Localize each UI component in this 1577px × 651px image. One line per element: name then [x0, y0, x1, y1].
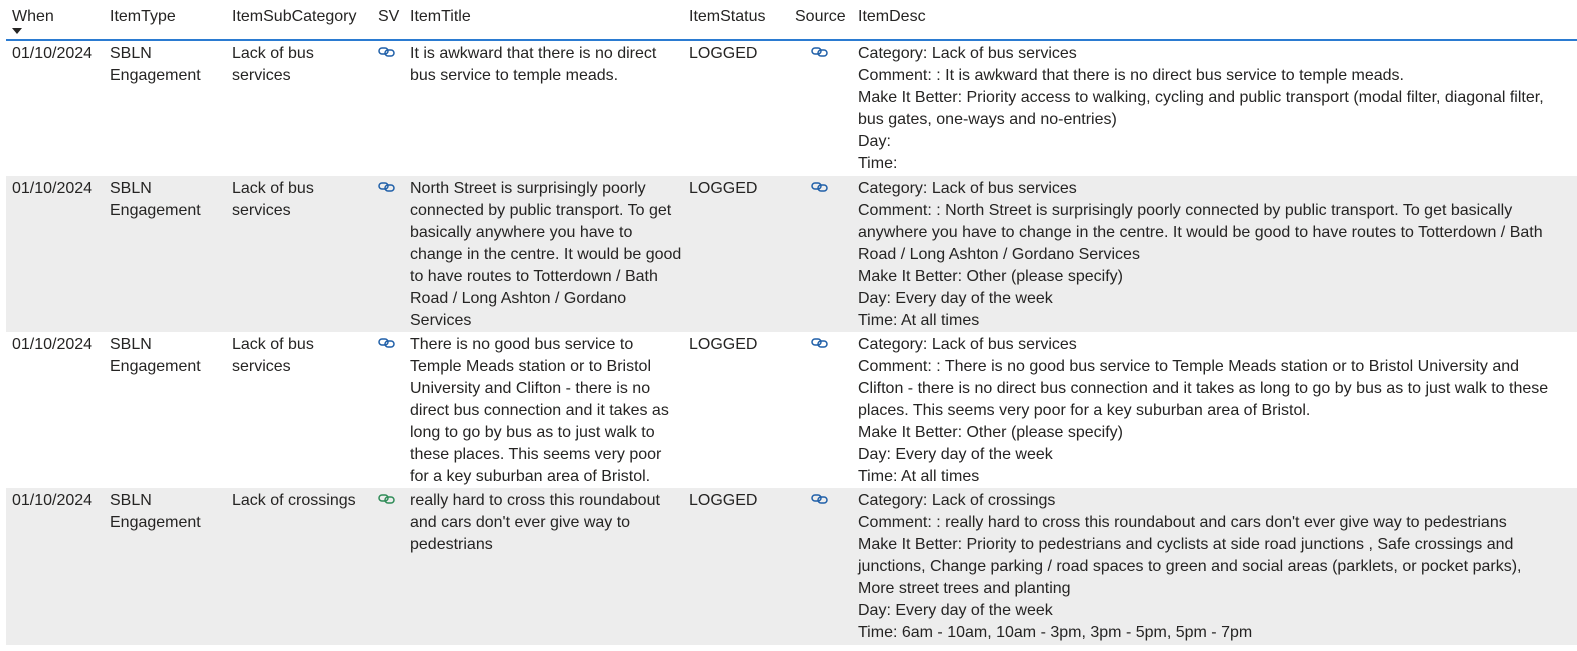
table-row	[6, 176, 1577, 332]
desc-category: Category: Lack of crossings	[858, 492, 1056, 509]
cell-item-title: There is no good bus service to Temple Meads station or to Bristol University and Clifton - there is no direct bus connection and it takes as long to go by bus as to just walk to these places. This seems very poor for a key suburban area of Bristol.	[410, 336, 669, 485]
cell-item-title: It is awkward that there is no direct bus service to temple meads.	[410, 45, 657, 84]
cell-when: 01/10/2024	[12, 45, 93, 62]
desc-comment: Comment: : There is no good bus service to Temple Meads station or to Bristol University and Clifton - there is no direct bus connection and it takes as long to go by bus as to just walk to these places. This seems very poor for a key suburban area of Bristol.	[858, 358, 1549, 419]
cell-item-status: LOGGED	[689, 45, 758, 62]
cell-when: 01/10/2024	[12, 336, 93, 353]
source-link-icon[interactable]	[811, 493, 829, 505]
cell-item-desc	[858, 490, 1558, 644]
desc-make-it-better: Make It Better: Other (please specify)	[858, 268, 1123, 285]
cell-when: 01/10/2024	[12, 492, 93, 509]
cell-item-status: LOGGED	[689, 180, 758, 197]
column-header-item-desc[interactable]: ItemDesc	[858, 8, 926, 25]
column-header-item-sub-category[interactable]: ItemSubCategory	[232, 8, 357, 25]
desc-make-it-better: Make It Better: Priority access to walking, cycling and public transport (modal filter, diagonal filter, bus gates, one-ways and no-entries)	[858, 89, 1544, 128]
cell-when: 01/10/2024	[12, 180, 93, 197]
table-header	[6, 0, 1577, 40]
column-header-item-title[interactable]: ItemTitle	[410, 8, 471, 25]
desc-time: Time: At all times	[858, 468, 980, 485]
cell-item-type: SBLN Engagement	[110, 492, 201, 531]
column-header-item-type[interactable]: ItemType	[110, 8, 176, 25]
cell-item-type: SBLN Engagement	[110, 45, 201, 84]
desc-time: Time: 6am - 10am, 10am - 3pm, 3pm - 5pm, 5pm - 7pm	[858, 624, 1253, 641]
desc-comment: Comment: : It is awkward that there is no direct bus service to temple meads.	[858, 67, 1404, 84]
desc-make-it-better: Make It Better: Priority to pedestrians and cyclists at side road junctions , Safe crossings and junctions, Change parking / road spaces to green and social areas (parklets, or pocket parks), More street trees and planting	[858, 536, 1522, 597]
sv-link-icon[interactable]	[378, 493, 396, 505]
sv-link-icon[interactable]	[378, 46, 396, 58]
cell-item-status: LOGGED	[689, 336, 758, 353]
table-row	[6, 488, 1577, 645]
desc-day: Day: Every day of the week	[858, 602, 1053, 619]
cell-item-desc	[858, 178, 1558, 332]
column-header-sv[interactable]: SV	[378, 8, 400, 25]
desc-time: Time: At all times	[858, 312, 980, 329]
cell-item-status: LOGGED	[689, 492, 758, 509]
cell-item-sub-category: Lack of bus services	[232, 180, 314, 219]
table-row	[6, 332, 1577, 488]
cell-item-title: really hard to cross this roundabout and cars don't ever give way to pedestrians	[410, 492, 660, 553]
desc-category: Category: Lack of bus services	[858, 180, 1077, 197]
desc-comment: Comment: : North Street is surprisingly poorly connected by public transport. To get basically anywhere you have to change in the centre. It would be good to have routes to Totterdown / Bath Road / Long Ashton / Gordano Services	[858, 202, 1543, 263]
source-link-icon[interactable]	[811, 46, 829, 58]
source-link-icon[interactable]	[811, 337, 829, 349]
desc-day: Day: Every day of the week	[858, 290, 1053, 307]
desc-category: Category: Lack of bus services	[858, 336, 1077, 353]
column-header-source[interactable]: Source	[795, 8, 846, 25]
cell-item-sub-category: Lack of bus services	[232, 45, 314, 84]
sv-link-icon[interactable]	[378, 181, 396, 193]
desc-time: Time:	[858, 155, 898, 172]
desc-make-it-better: Make It Better: Other (please specify)	[858, 424, 1123, 441]
cell-item-sub-category: Lack of bus services	[232, 336, 314, 375]
cell-item-type: SBLN Engagement	[110, 336, 201, 375]
sort-descending-icon[interactable]	[12, 28, 22, 34]
cell-item-title: North Street is surprisingly poorly connected by public transport. To get basically anywhere you have to change in the centre. It would be good to have routes to Totterdown / Bath Road / Long Ashton / Gordano Services	[410, 180, 682, 329]
desc-day: Day:	[858, 133, 891, 150]
table-row	[6, 41, 1577, 176]
cell-item-type: SBLN Engagement	[110, 180, 201, 219]
desc-comment: Comment: : really hard to cross this roundabout and cars don't ever give way to pedestrians	[858, 514, 1507, 531]
sv-link-icon[interactable]	[378, 337, 396, 349]
source-link-icon[interactable]	[811, 181, 829, 193]
cell-item-sub-category: Lack of crossings	[232, 492, 356, 509]
column-header-item-status[interactable]: ItemStatus	[689, 8, 766, 25]
column-header-when[interactable]: When	[12, 8, 54, 25]
desc-category: Category: Lack of bus services	[858, 45, 1077, 62]
cell-item-desc	[858, 334, 1558, 488]
desc-day: Day: Every day of the week	[858, 446, 1053, 463]
cell-item-desc	[858, 43, 1558, 175]
